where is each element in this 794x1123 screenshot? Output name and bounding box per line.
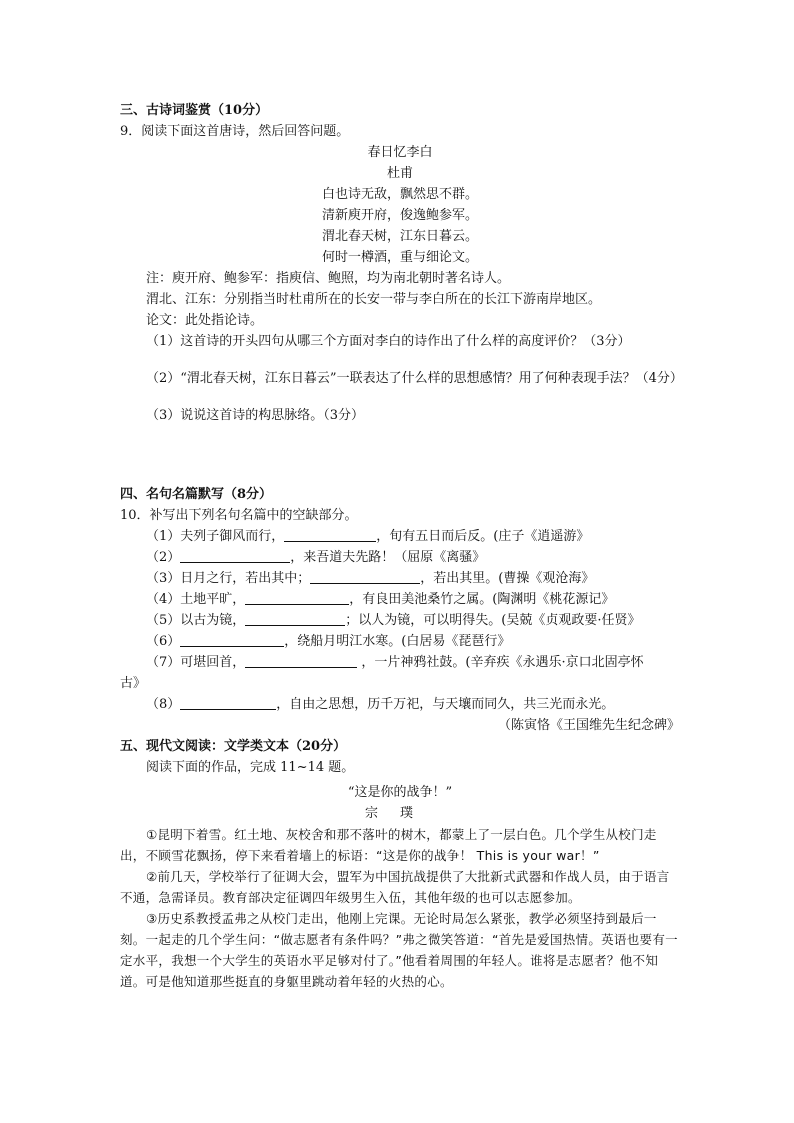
essay-title: “这是你的战争！” [347, 785, 453, 800]
item-text: （8） [146, 697, 181, 712]
essay-paragraph: ①昆明下着雪。红土地、灰校舍和那不落叶的树木，都蒙上了一层白色。几个学生从校门走出，不顾雪花飘扬，停下来看着墙上的标语：“这是你的战争！ This is your war！” [120, 827, 657, 863]
poem-line: 清新庾开府，俊逸鲍参军。 [321, 208, 478, 223]
item-text: （3）日月之行，若出其中； [146, 571, 311, 586]
exam-page [120, 100, 683, 992]
fill-item-2 [120, 547, 680, 568]
item-text: ，旬有五日而后反。(庄子《逍遥游》 [376, 529, 590, 544]
fill-item-7-tail: 古》 [120, 676, 147, 691]
fill-item-8-source: （陈寅恪《王国维先生纪念碑》 [497, 718, 680, 733]
fill-item-4 [120, 589, 680, 610]
question-10: 10．补写出下列名句名篇中的空缺部分。 [120, 508, 358, 523]
sub-question-2: （2）“渭北春天树，江东日暮云”一联表达了什么样的思想感情？用了何种表现手法？（4分） [146, 371, 683, 386]
fill-item-3 [120, 568, 680, 589]
item-text: ，有良田美池桑竹之属。(陶渊明《桃花源记》 [349, 592, 615, 607]
answer-blank[interactable] [180, 695, 276, 710]
poet-name: 杜甫 [386, 166, 413, 181]
item-text: （7）可堪回首， [146, 655, 246, 670]
item-text: ，自由之思想，历千万祀，与天壤而同久，共三光而永光。 [276, 697, 615, 712]
answer-blank[interactable] [180, 548, 290, 563]
answer-blank[interactable] [245, 611, 345, 626]
fill-item-8 [120, 694, 680, 715]
essay-author: 宗璞 [364, 806, 435, 821]
fill-item-1 [120, 526, 680, 547]
item-text: ，来吾道夫先路！（屈原《离骚》 [290, 550, 486, 565]
question-9: 9．阅读下面这首唐诗，然后回答问题。 [120, 124, 350, 139]
note: 注：庾开府、鲍参军：指庾信、鲍照，均为南北朝时著名诗人。 [146, 271, 511, 286]
poem-line: 渭北春天树，江东日暮云。 [321, 229, 478, 244]
note: 渭北、江东：分别指当时杜甫所在的长安一带与李白所在的长江下游南岸地区。 [146, 292, 602, 307]
section3-title: 三、古诗词鉴赏（10分） [120, 103, 269, 118]
answer-blank[interactable] [284, 527, 376, 542]
essay-paragraph: ②前几天，学校举行了征调大会，盟军为中国抗战提供了大批新式武器和作战人员，由于语言不通，急需译员。教育部决定征调四年级男生入伍，其他年级的也可以志愿参加。 [120, 869, 670, 905]
item-text: （2） [146, 550, 181, 565]
answer-blank[interactable] [245, 653, 357, 668]
section5-title: 五、现代文阅读：文学类文本（20分） [120, 739, 347, 754]
sub-question-3: （3）说说这首诗的构思脉络。（3分） [146, 408, 365, 423]
poem-title: 春日忆李白 [367, 145, 433, 160]
item-text: ；以人为镜，可以明得失。(吴兢《贞观政要·任贤》 [345, 613, 641, 628]
section5-intro: 阅读下面的作品，完成 11~14 题。 [146, 760, 355, 775]
item-text: （1）夫列子御风而行， [146, 529, 285, 544]
section4-title: 四、名句名篇默写（8分） [120, 487, 273, 502]
essay-paragraph: ③历史系教授孟弗之从校门走出，他刚上完课。无论时局怎么紧张，教学必须坚持到最后一刻。一起走的几个学生问：“做志愿者有条件吗？”弗之微笑答道：“首先是爱国热情。英语也要有一定水平，我想一个大学生的英语水平足够对付了。”他看着周围的年轻人。谁将是志愿者？他不知道。可是他知道那些挺直的身躯里跳动着年轻的火热的心。 [120, 911, 678, 989]
poem-line: 白也诗无敌，飘然思不群。 [321, 187, 478, 202]
item-text: （6） [146, 634, 181, 649]
sub-question-1: （1）这首诗的开头四句从哪三个方面对李白的诗作出了什么样的高度评价？（3分） [146, 334, 631, 349]
note: 论文：此处指论诗。 [146, 313, 264, 328]
answer-blank[interactable] [245, 590, 349, 605]
item-text: （5）以古为镜， [146, 613, 246, 628]
answer-blank[interactable] [180, 632, 284, 647]
item-text: ，绕船月明江水寒。(白居易《琵琶行》 [284, 634, 511, 649]
fill-item-5 [120, 610, 680, 631]
poem-line: 何时一樽酒，重与细论文。 [321, 250, 478, 265]
answer-blank[interactable] [310, 569, 420, 584]
fill-item-6 [120, 631, 680, 652]
item-text: （4）土地平旷， [146, 592, 246, 607]
item-text: ，一片神鸦社鼓。(辛弃疾《永遇乐·京口北固亭怀 [357, 655, 644, 670]
item-text: ，若出其里。(曹操《观沧海》 [420, 571, 595, 586]
fill-item-7 [120, 652, 680, 673]
